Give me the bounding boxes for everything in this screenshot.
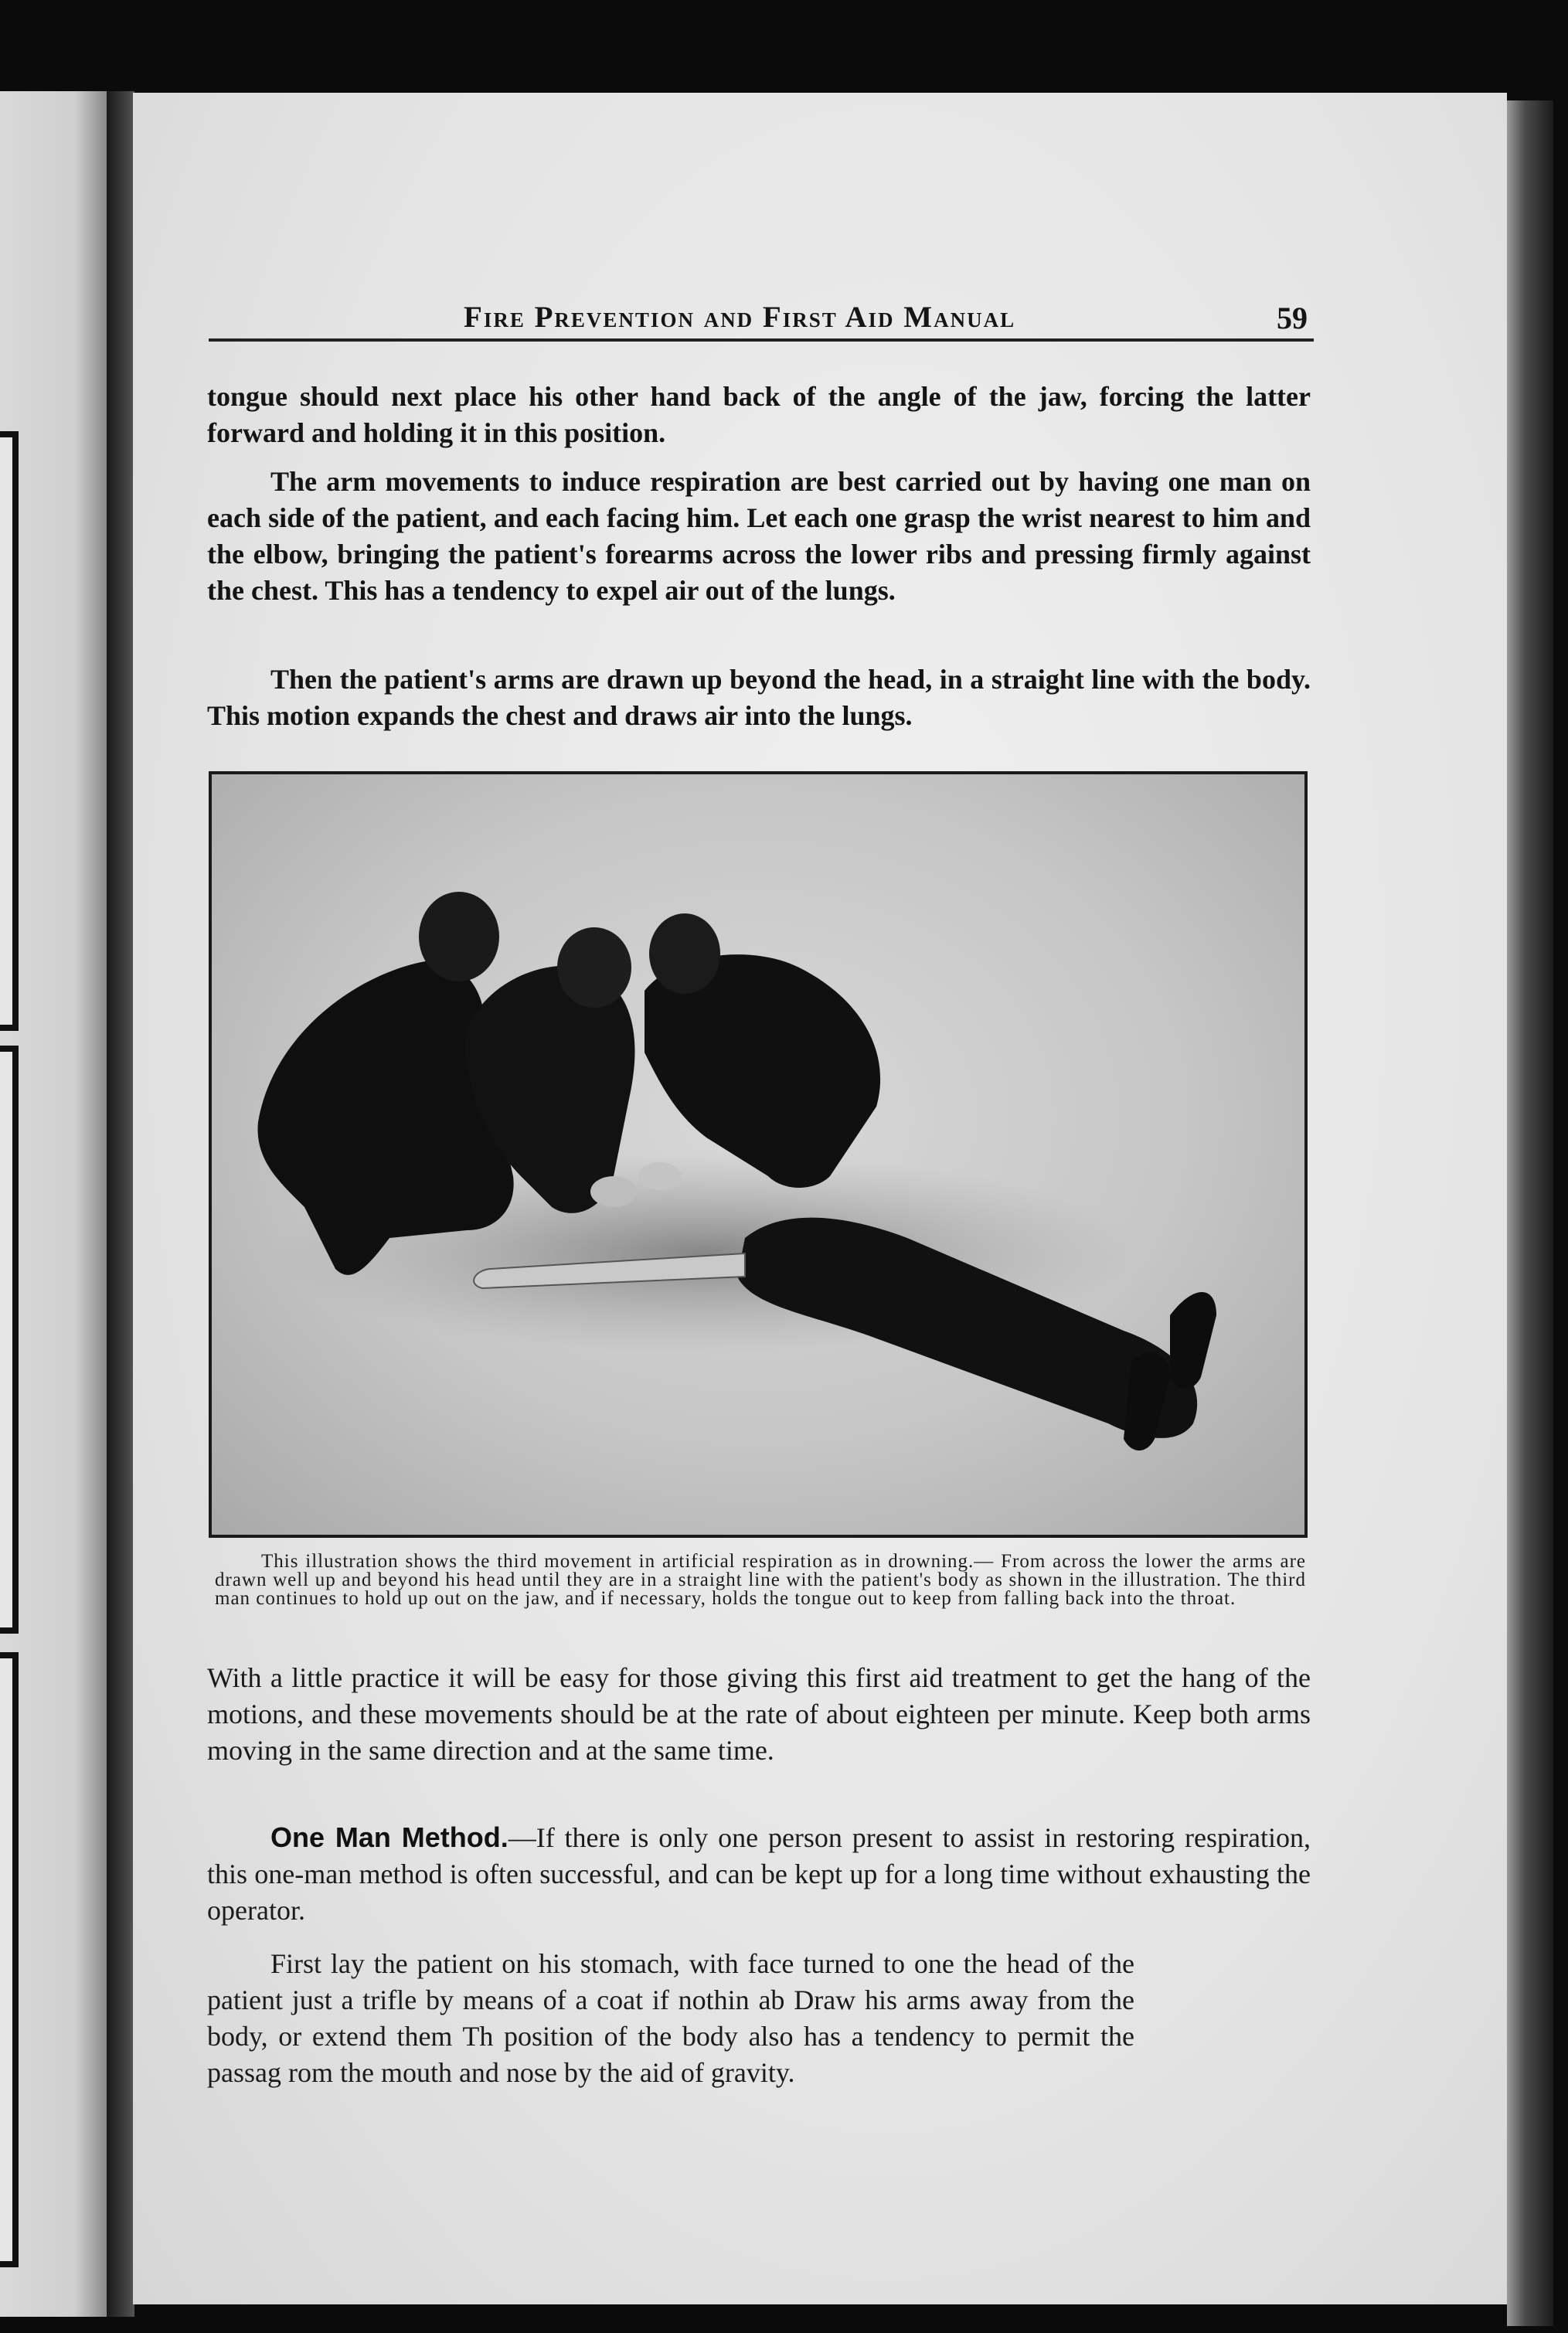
page-number: 59 — [1277, 301, 1308, 335]
body-paragraph: tongue should next place his other hand back of the angle of the jaw, forcing the latter forward and holding it in this position. — [207, 381, 1311, 448]
figure-caption: This illustration shows the third movement in artificial respiration as in drowning.— From across the lower the arms are drawn well up and beyond his head until they are in a straight line with the patient's body as shown in the illustration. The third man continues to hold up out on the jaw, and if necessary, holds the tongue out to keep from falling back into the throat. — [215, 1551, 1306, 1609]
patient-foot — [1170, 1292, 1216, 1389]
body-paragraph — [207, 1819, 1311, 1929]
illustration-artificial-respiration — [209, 771, 1308, 1538]
photo-drawing — [212, 774, 1304, 1535]
adjacent-page-frame — [0, 431, 19, 1031]
body-paragraph: The arm movements to induce respiration are best carried out by having one man on each side of the patient, and each facing him. Let each one grasp the wrist nearest to him and the elbow, bringing the patient's forearms across the lower ribs and pressing firmly against the chest. This has a tendency to expel air out of the lungs. — [207, 466, 1311, 606]
rescuer-head — [419, 892, 499, 981]
hands — [590, 1176, 637, 1207]
section-body-text: —If there is only one person present to assist in restoring respiration, this one-man method is often successful, and can be kept up for a long time without exhausting the operator. — [207, 1822, 1311, 1926]
adjacent-page-frame — [0, 1652, 19, 2267]
page-edge-shadow — [1507, 100, 1553, 2326]
running-title: Fire Prevention and First Aid Manual — [464, 301, 1016, 334]
rescuer-head — [649, 913, 720, 994]
body-paragraph: First lay the patient on his stomach, with face turned to one the head of the patient just a trifle by means of a coat if nothin ab Draw his arms away from the body, or extend them Th position of the body also has a tendency to permit the passag rom the mouth and nose by the aid of gravity. — [207, 1948, 1134, 2088]
body-paragraph: With a little practice it will be easy for those giving this first aid treatment to get the hang of the motions, and these movements should be at the rate of about eighteen per minute. Keep both arms moving in the same direction and at the same time. — [207, 1662, 1311, 1766]
body-paragraph: Then the patient's arms are drawn up beyond the head, in a straight line with the body. This motion expands the chest and draws air into the lungs. — [207, 664, 1311, 731]
adjacent-page-frame — [0, 1046, 19, 1634]
hands — [638, 1162, 682, 1190]
running-head — [209, 300, 1314, 342]
book-gutter — [107, 91, 134, 2317]
section-heading: One Man Method. — [270, 1821, 508, 1853]
rescuer-head — [557, 927, 631, 1008]
adjacent-page — [0, 91, 107, 2317]
